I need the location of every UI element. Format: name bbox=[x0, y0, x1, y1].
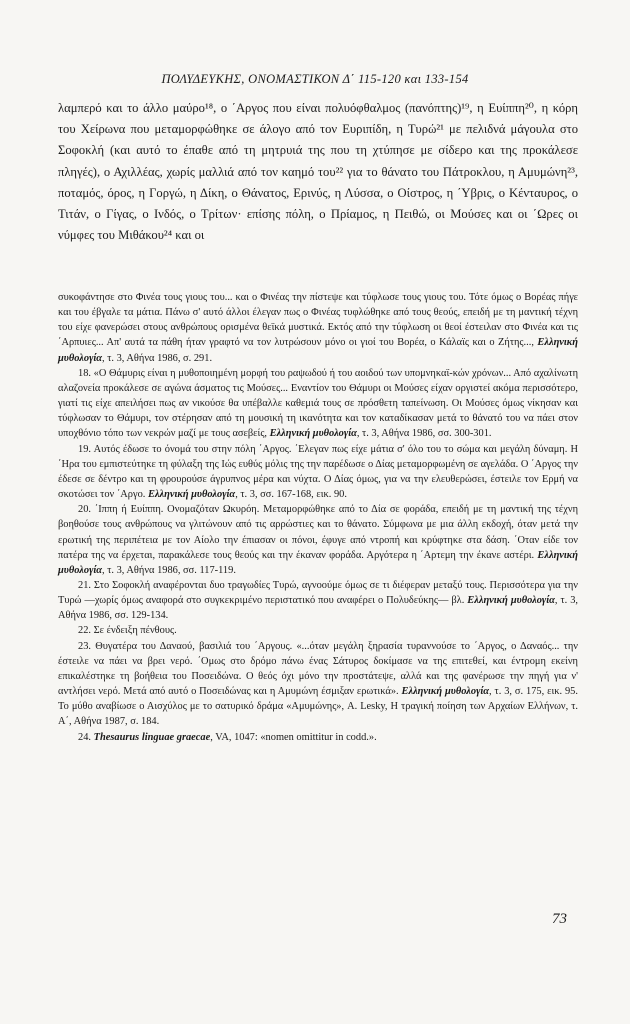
main-paragraph: λαμπερό και το άλλο μαύρο¹⁸, ο ΄Αργος που είναι πολυόφθαλμος (πανόπτης)¹⁹, η Ευίππη²⁰, η κόρη του Χείρωνα που μεταμορφώθηκε σε άλογο από τον Ευριπίδη, η Τυρώ²¹ με πελιδνά μάγουλα στο Σοφοκλή (και αυτό το έπαθε από τη μητρυιά της που τη χτύπησε με σίδερο και της προκάλεσε πληγές), ο Αχιλλέας, χωρίς μαλλιά από τον καημό του²² για το θάνατο του Πάτροκλου, η Αμυμώνη²³, ποταμός, όρος, η Γοργώ, η Δίκη, ο Θάνατος, Ερινύς, η Λύσσα, ο Οίστρος, η ΄Υβρις, ο Κένταυρος, ο Τιτάν, ο Γίγας, ο Ινδός, ο Τρίτων· επίσης πόλη, ο Πρίαμος, η Πειθώ, οι Μούσες και οι ΄Ωρες οι νύμφες του Μιθάκου²⁴ και οι bbox=[58, 101, 578, 243]
footnote-22: 22. Σε ένδειξη πένθους. bbox=[78, 625, 177, 637]
footnote-17-continuation: συκοφάντησε στο Φινέα τους γιους του... και ο Φινέας την πίστεψε και τύφλωσε τους γιους του. Τότε όμως ο Βορέας πήγε και του έβγαλε τα μάτια. Πάνω σ' αυτό άλλοι έλεγαν πως ο Φινέας τυφλώθηκε από τους θεούς, επειδή με τη μαντική τέχνη του είχε φανερώσει στους ανθρώπους ορισμένα θεϊκά μυστικά. Εκτός από την τύφλωση οι θεοί έστειλαν στο Φινέα και τις ΄Αρπυιες... Απ' αυτά τα πάθη ήταν γραφτό να τον λυτρώσουν μόνο οι γιοί του Βορέα, ο Κάλαϊς και ο Ζήτης..., Ελληνική μυθολογία, τ. 3, Αθήνα 1986, σ. 291. bbox=[58, 292, 578, 364]
footnote-24: 24. Thesaurus linguae graecae, VA, 1047: «nomen omittitur in codd.». bbox=[78, 731, 377, 743]
page-number: 73 bbox=[552, 911, 567, 927]
main-text bbox=[58, 98, 578, 246]
footnote-23: 23. Θυγατέρα του Δαναού, βασιλιά του ΄Αργους. «...όταν μεγάλη ξηρασία τυραννούσε το ΄Αργος, ο Δαναός... την έστειλε να πάει να βρει νερό. ΄Ομως στο δρόμο πάνω ένας Σάτυρος δοκίμασε να της επιτεθεί, και έντρομη εκείνη επικαλέστηκε τη βοήθεια του Ποσειδώνα. Ο θεός όχι μόνο την προστάτεψε, αλλά και της φανέρωσε την πηγή για ν' αντλήσει νερό. Μετά από αυτό ο Ποσειδώνας και η Αμυμώνη έσμιξαν ερωτικά». Ελληνική μυθολογία, τ. 3, σ. 175, εικ. 95. Το μύθο αναβίωσε ο Αισχύλος με το σατυρικό δράμα «Αμυμώνης», A. Lesky, Η τραγική ποίηση των Αρχαίων Ελλήνων, τ. Α΄, Αθήνα 1987, σ. 184. bbox=[58, 640, 578, 728]
footnote-18: 18. «Ο Θάμυρις είναι η μυθοποιημένη μορφή του ραψωδού ή του αοιδού των υπομνηκαϊ-κών χρόνων... Από αχαλίνωτη αλαζονεία προκάλεσε σε αγώνα άσματος τις Μούσες... Εναντίον του Θάμυρι οι Μούσες είχαν οργιστεί ακόμα περισσότερο, γιατί τις είχε απειλήσει πως αν νικούσε θα υπέβαλλε καθεμιά τους σε πρόσθετη ταπείνωση. Οι Μούσες όμως νίκησαν και τύφλωσαν το Θάμυρι, τον στέρησαν από τη μουσική τη ικανότητα και τον καταδίκασαν μετά το θάνατό του να πάει στον υποχθόνιο τόπο των νεκρών μαζί με τους ασεβείς, Ελληνική μυθολογία, τ. 3, Αθήνα 1986, σσ. 300-301. bbox=[58, 367, 578, 440]
footnote-19: 19. Αυτός έδωσε το όνομά του στην πόλη ΄Αργος. ΄Ελεγαν πως είχε μάτια σ' όλο του το σώμα και μεγάλη δύναμη. Η ΄Ηρα του εμπιστεύτηκε τη φύλαξη της Ιώς ευθύς μόλις της την παρέδωσε ο Δίας μεταμορφωμένη σε αγελάδα. Ο ΄Αργος την έδεσε σε δέντρο και τη φρουρούσε άγρυπνος μέρα και νύχτα. Ο Δίας όμως, για να την ελευθερώσει, έστειλε τον Ερμή να σκοτώσει τον ΄Αργο. Ελληνική μυθολογία, τ. 3, σσ. 167-168, εικ. 90. bbox=[58, 443, 578, 501]
footnote-20: 20. ΄Ιππη ή Ευίππη. Ονομαζόταν Ωκυρόη. Μεταμορφώθηκε από το Δία σε φοράδα, επειδή με τη μαντική της τέχνη βοηθούσε τους ανθρώπους να γλιτώνουν από τις αρρώστιες και το θάνατο. Σύμφωνα με μια άλλη εκδοχή, όταν μετά την ερωτική της περιπέτεια με τον Αίολο την έπιασαν οι πόνοι, έφυγε από ντροπή και κρύφτηκε στα δάση. ΄Οταν είδε τον πατέρα της να έρχεται, παρακάλεσε τους θεούς και την έκαναν φοράδα. Αργότερα η ΄Αρτεμη την έκανε αστέρι. Ελληνική μυθολογία, τ. 3, Αθήνα 1986, σσ. 117-119. bbox=[58, 504, 578, 576]
footnote-21: 21. Στο Σοφοκλή αναφέρονται δυο τραγωδίες Τυρώ, αγνοούμε όμως σε τι διέφεραν μεταξύ τους. Περισσότερα για την Τυρώ —χωρίς όμως αναφορά στο συγκεκριμένο περιστατικό που αναφέρει ο Πολυδεύκης— βλ. Ελληνική μυθολογία, τ. 3, Αθήνα 1986, σσ. 129-134. bbox=[58, 579, 578, 622]
footnotes bbox=[58, 290, 578, 745]
running-header: ΠΟΛΥΔΕΥΚΗΣ, ΟΝΟΜΑΣΤΙΚΟΝ Δ΄ 115-120 και 133-154 bbox=[161, 72, 469, 86]
